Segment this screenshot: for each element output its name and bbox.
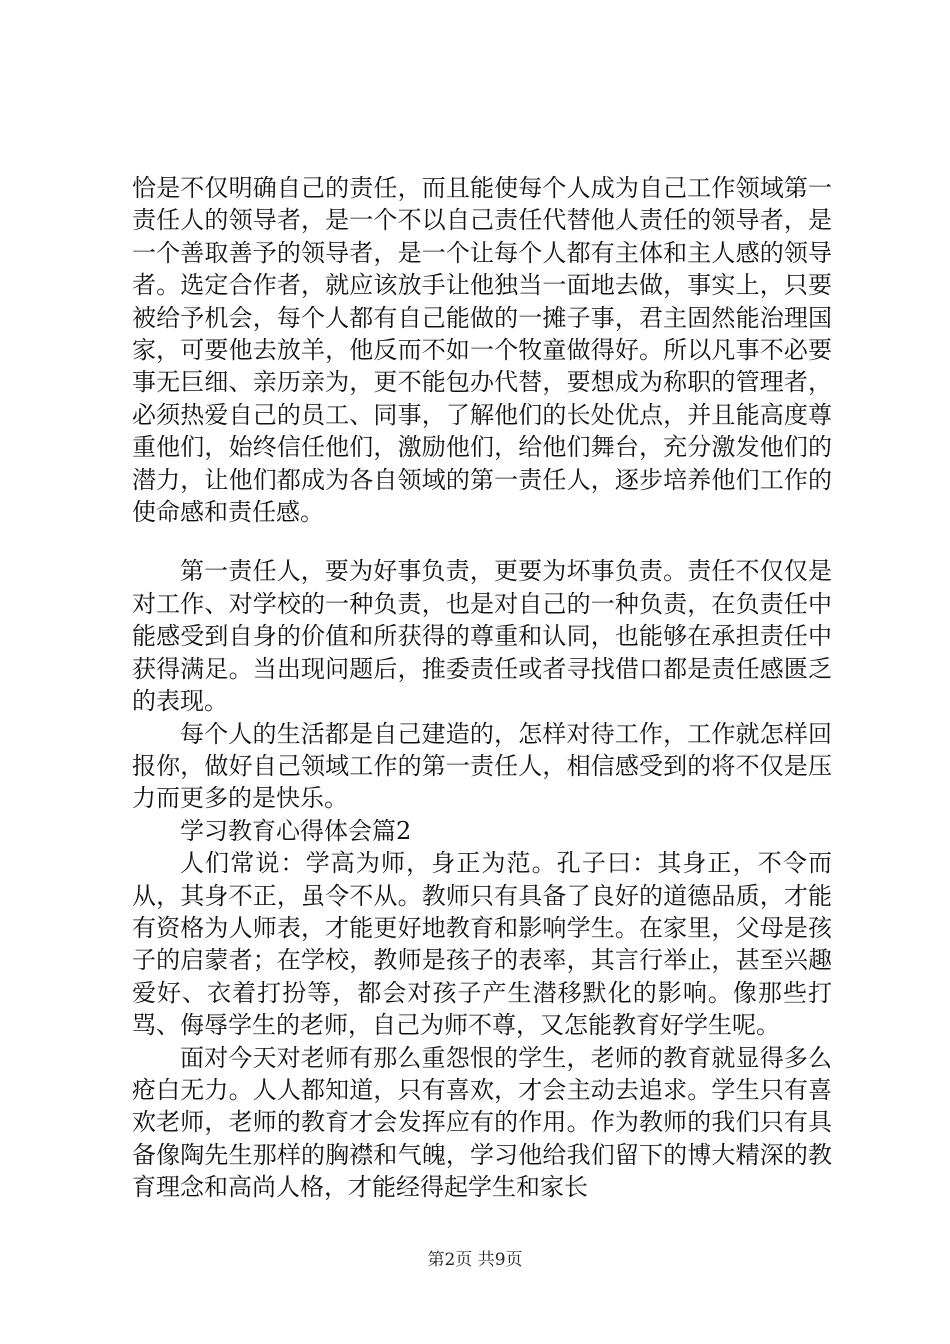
paragraph-teacher-morality: 人们常说：学高为师，身正为范。孔子曰：其身正，不令而从，其身不正，虽令不从。教师只有具备了良好的道德品质，才能有资格为人师表，才能更好地教育和影响学生。在家里，父母是孩子的启蒙者；在学校，教师是孩子的表率，其言行举止，甚至兴趣爱好、衣着打扮等，都会对孩子产生潜移默化的影响。像那些打骂、侮辱学生的老师，自己为师不尊，又怎能教育好学生呢。 xyxy=(132,849,832,1040)
section-heading: 学习教育心得体会篇2 xyxy=(180,816,412,845)
paragraph-students: 面对今天对老师有那么重怨恨的学生，老师的教育就显得多么疮白无力。人人都知道，只有喜欢，才会主动去追求。学生只有喜欢老师，老师的教育才会发挥应有的作用。作为教师的我们只有具备像陶先生那样的胸襟和气魄，学习他给我们留下的博大精深的教育理念和高尚人格，才能经得起学生和家长 xyxy=(132,1043,832,1202)
paragraph-life: 每个人的生活都是自己建造的，怎样对待工作，工作就怎样回报你，做好自己领域工作的第一责任人，相信感受到的将不仅是压力而更多的是快乐。 xyxy=(132,719,832,813)
paragraph-leadership: 恰是不仅明确自己的责任，而且能使每个人成为自己工作领域第一责任人的领导者，是一个不以自己责任代替他人责任的领导者，是一个善取善予的领导者，是一个让每个人都有主体和主人感的领导者。选定合作者，就应该放手让他独当一面地去做，事实上，只要被给予机会，每个人都有自己能做的一摊子事，君主固然能治理国家，可要他去放羊，他反而不如一个牧童做得好。所以凡事不必要事无巨细、亲历亲为，更不能包办代替，要想成为称职的管理者，必须热爱自己的员工、同事，了解他们的长处优点，并且能高度尊重他们，始终信任他们，激励他们，给他们舞台，充分激发他们的潜力，让他们都成为各自领域的第一责任人，逐步培养他们工作的使命感和责任感。 xyxy=(132,174,832,527)
page-footer: 第2页 共9页 xyxy=(427,1250,523,1270)
document-body xyxy=(132,172,832,1204)
paragraph-responsibility: 第一责任人，要为好事负责，更要为坏事负责。责任不仅仅是对工作、对学校的一种负责，也是对自己的一种负责，在负责任中能感受到自身的价值和所获得的尊重和认同，也能够在承担责任中获得满足。当出现问题后，推委责任或者寻找借口都是责任感匮乏的表现。 xyxy=(132,557,832,716)
